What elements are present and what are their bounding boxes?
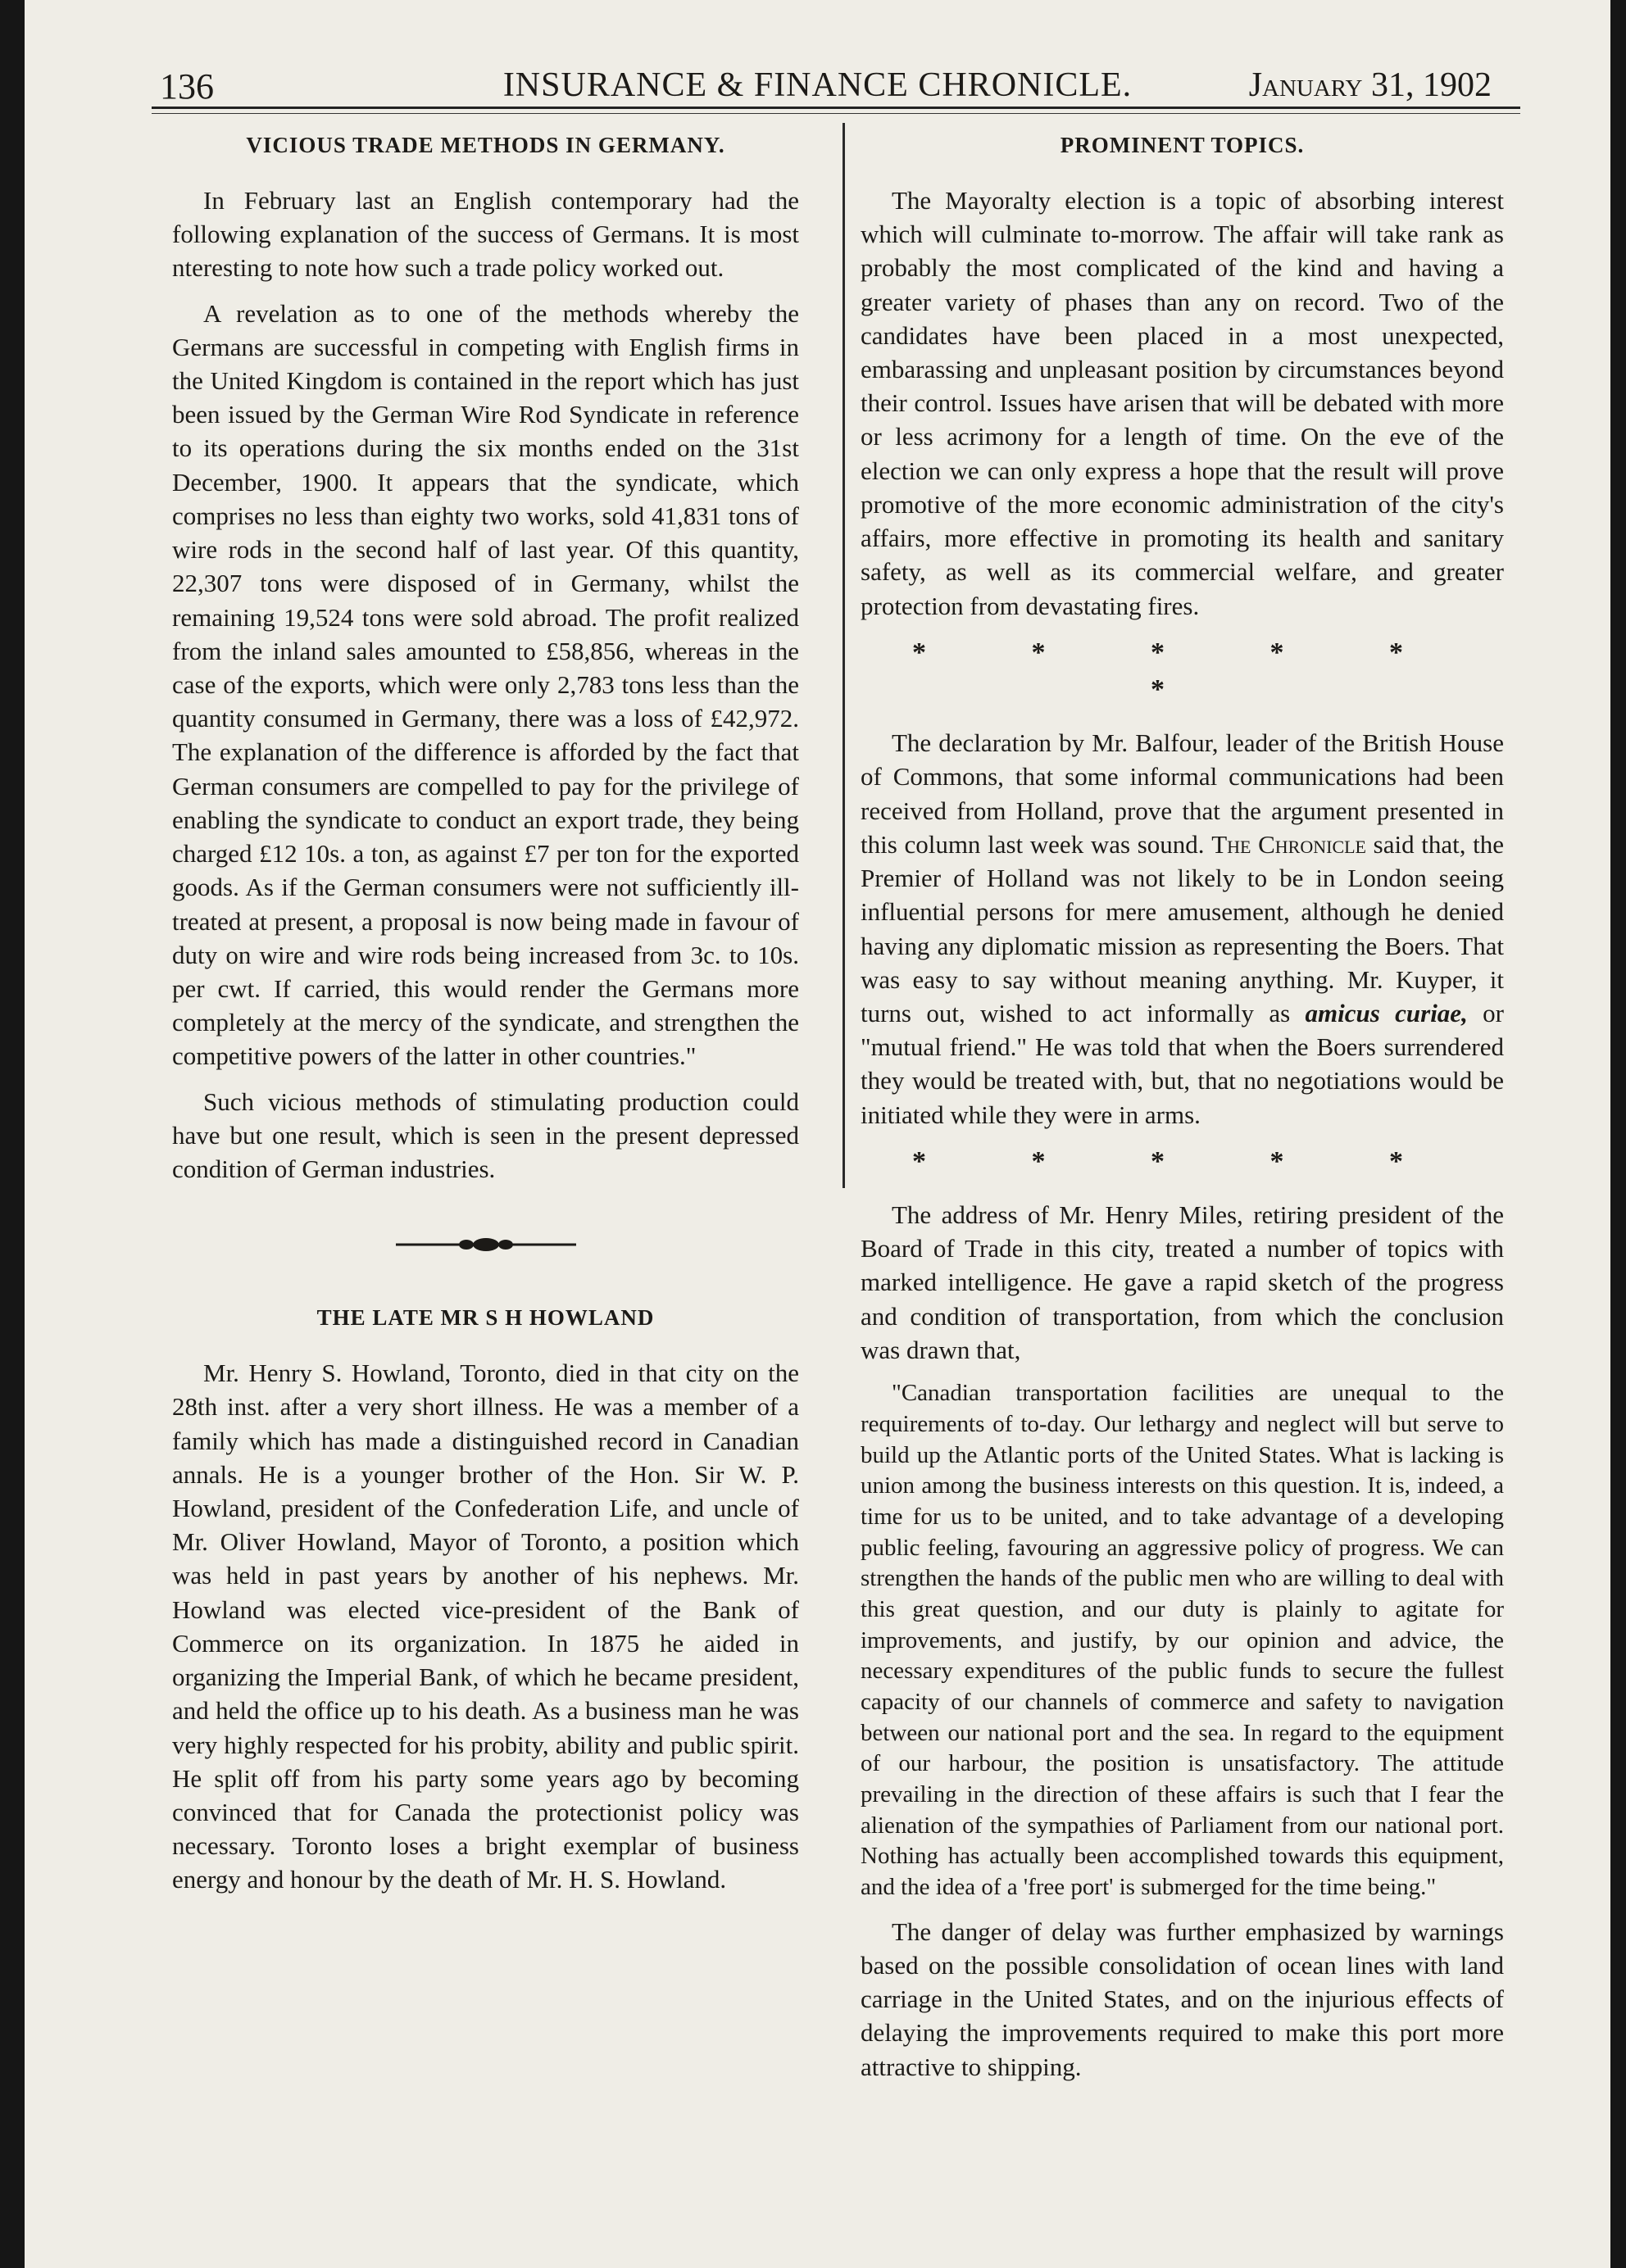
column-divider [843,123,845,1188]
text-run: said that, the Premier of Holland was not likely to be in London seeing influential persons for mere amusement, although he denied having any diplomatic mission as representing the Boers. That was easy to say without meaning anything. Mr. Kuyper, it turns out, wished to act informally as [861,829,1505,1027]
header-rule-thin [152,113,1520,114]
article-paragraph: In February last an English contemporary had the following explanation of the success of Germans. It is most nteresting to note how such a trade policy worked out. [172,185,799,283]
section-separator-stars: * * * * * [912,1145,1452,1177]
ornament-divider-icon [172,1235,799,1254]
article-paragraph [861,726,1504,1132]
article-paragraph: The danger of delay was further emphasized by warnings based on the possible consolidation of ocean lines with land carriage in the United States, and on the injurious effects of delaying the improvements required to make this port more attractive to shipping. [861,1916,1504,2081]
article-title-howland: THE LATE MR S H HOWLAND [316,1305,655,1331]
article-title-prominent-topics: PROMINENT TOPICS. [1060,133,1305,157]
article-title-vicious-trade: VICIOUS TRADE METHODS IN GERMANY. [246,133,725,157]
text-run: or "mutual friend." He was told that when the Boers surrendered they would be treated with, but, that no negotiations would be initiated while they were in arms. [861,998,1504,1129]
issue-date: January 31, 1902 [1248,66,1492,104]
page-header [25,57,1610,107]
article-paragraph: Mr. Henry S. Howland, Toronto, died in that city on the 28th inst. after a very short illness. He was a member of a family which has made a distinguished record in Canadian annals. He is a younger brother of the Hon. Sir W. P. Howland, president of the Confederation Life, and uncle of Mr. Oliver Howland, Mayor of Toronto, a position which was held in past years by another of his nephews. Mr. Howland was elected vice-president of the Bank of Commerce on its organization. In 1875 he aided in organizing the Imperial Bank, of which he became president, and held the office up to his death. As a business man he was very highly respected for his probity, ability and public spirit. He split off from his party some years ago by becoming convinced that for Canada the protectionist policy was necessary. Toronto loses a bright exemplar of business energy and honour by the death of Mr. H. S. Howland. [172,1359,799,1894]
article-paragraph: The Mayoralty election is a topic of absorbing interest which will culminate to-morrow. The affair will take rank as probably the most complicated of the kind and having a greater variety of phases than any on record. Two of the candidates have been placed in a most unexpected, embarassing and unpleasant position by circumstances beyond their control. Issues have arisen that will be debated with more or less acrimony for a length of time. On the eve of the election we can only express a hope that the result will prove promotive of the more economic administration of the city's affairs, more effective in promoting its health and sanitary safety, as well as its commercial welfare, and greater protection from devastating fires. [861,185,1504,620]
article-paragraph: Such vicious methods of stimulating production could have but one result, which is seen in the present depressed condition of German industries. [172,1086,799,1184]
masthead: INSURANCE & FINANCE CHRONICLE. [502,66,1133,104]
quoted-address: "Canadian transportation facilities are unequal to the requirements of to-day. Our lethargy and neglect will but serve to build up the Atlantic ports of the United States. What is lacking is union among the business interests on this question. It is, indeed, a time for us to be united, and to take advantage of a developing public feeling, favouring an aggressive policy of progress. We can strengthen the hands of the public men who are willing to deal with this great question, and our duty is plainly to agitate for improvements, and justify, by our opinion and advice, the necessary expenditures of the public funds to secure the fullest capacity of our channels of commerce and safety to navigation between our national port and the sea. In regard to the equipment of our harbour, the position is unsatisfactory. The attitude prevailing in the direction of these affairs is such that I fear the alienation of the sympathies of Parliament from our national port. Nothing has actually been accomplished towards this equipment, and the idea of a 'free port' is submerged for the time being." [861,1380,1504,1901]
text-run: The declaration by Mr. Balfour, leader of the British House of Commons, that some informal communications had been received from Holland, prove that the argument presented in this column last week was sound. [861,728,1504,859]
journal-name: The Chronicle [1211,829,1366,859]
newspaper-page [25,0,1610,2268]
page-number: 136 [160,66,214,107]
article-paragraph: A revelation as to one of the methods whereby the Germans are successful in competing with English firms in the United Kingdom is contained in the report which has just been issued by the German Wire Rod Syndicate in reference to its operations during the six months ended on the 31st December, 1900. It appears that the syndicate, which comprises no less than eighty two works, sold 41,831 tons of wire rods in the second half of last year. Of this quantity, 22,307 tons were disposed of in Germany, whilst the remaining 19,524 tons were sold abroad. The profit realized from the inland sales amounted to £58,856, whereas in the case of the exports, which were only 2,783 tons less than the quantity consumed in Germany, there was a loss of £42,972. The explanation of the difference is afforded by the fact that German consumers are compelled to pay for the privilege of enabling the syndicate to conduct an export trade, they being charged £12 10s. a ton, as against £7 per ton for the exported goods. As if the German consumers were not sufficiently ill-treated at present, a proposal is now being made in favour of duty on wire and wire rods being increased from 3c. to 10s. per cwt. If carried, this would render the Germans more completely at the mercy of the syndicate, and strengthen the competitive powers of the latter in other countries." [172,298,799,1071]
latin-phrase: amicus curiae, [1305,998,1468,1027]
right-column [861,131,1504,2095]
article-paragraph: The address of Mr. Henry Miles, retiring president of the Board of Trade in this city, treated a number of topics with marked intelligence. He gave a rapid sketch of the progress and condition of transportation, from which the conclusion was drawn that, [861,1200,1504,1364]
header-rule [152,107,1520,109]
section-separator-stars: * * * * * * [912,637,1452,705]
left-column [172,131,799,1908]
